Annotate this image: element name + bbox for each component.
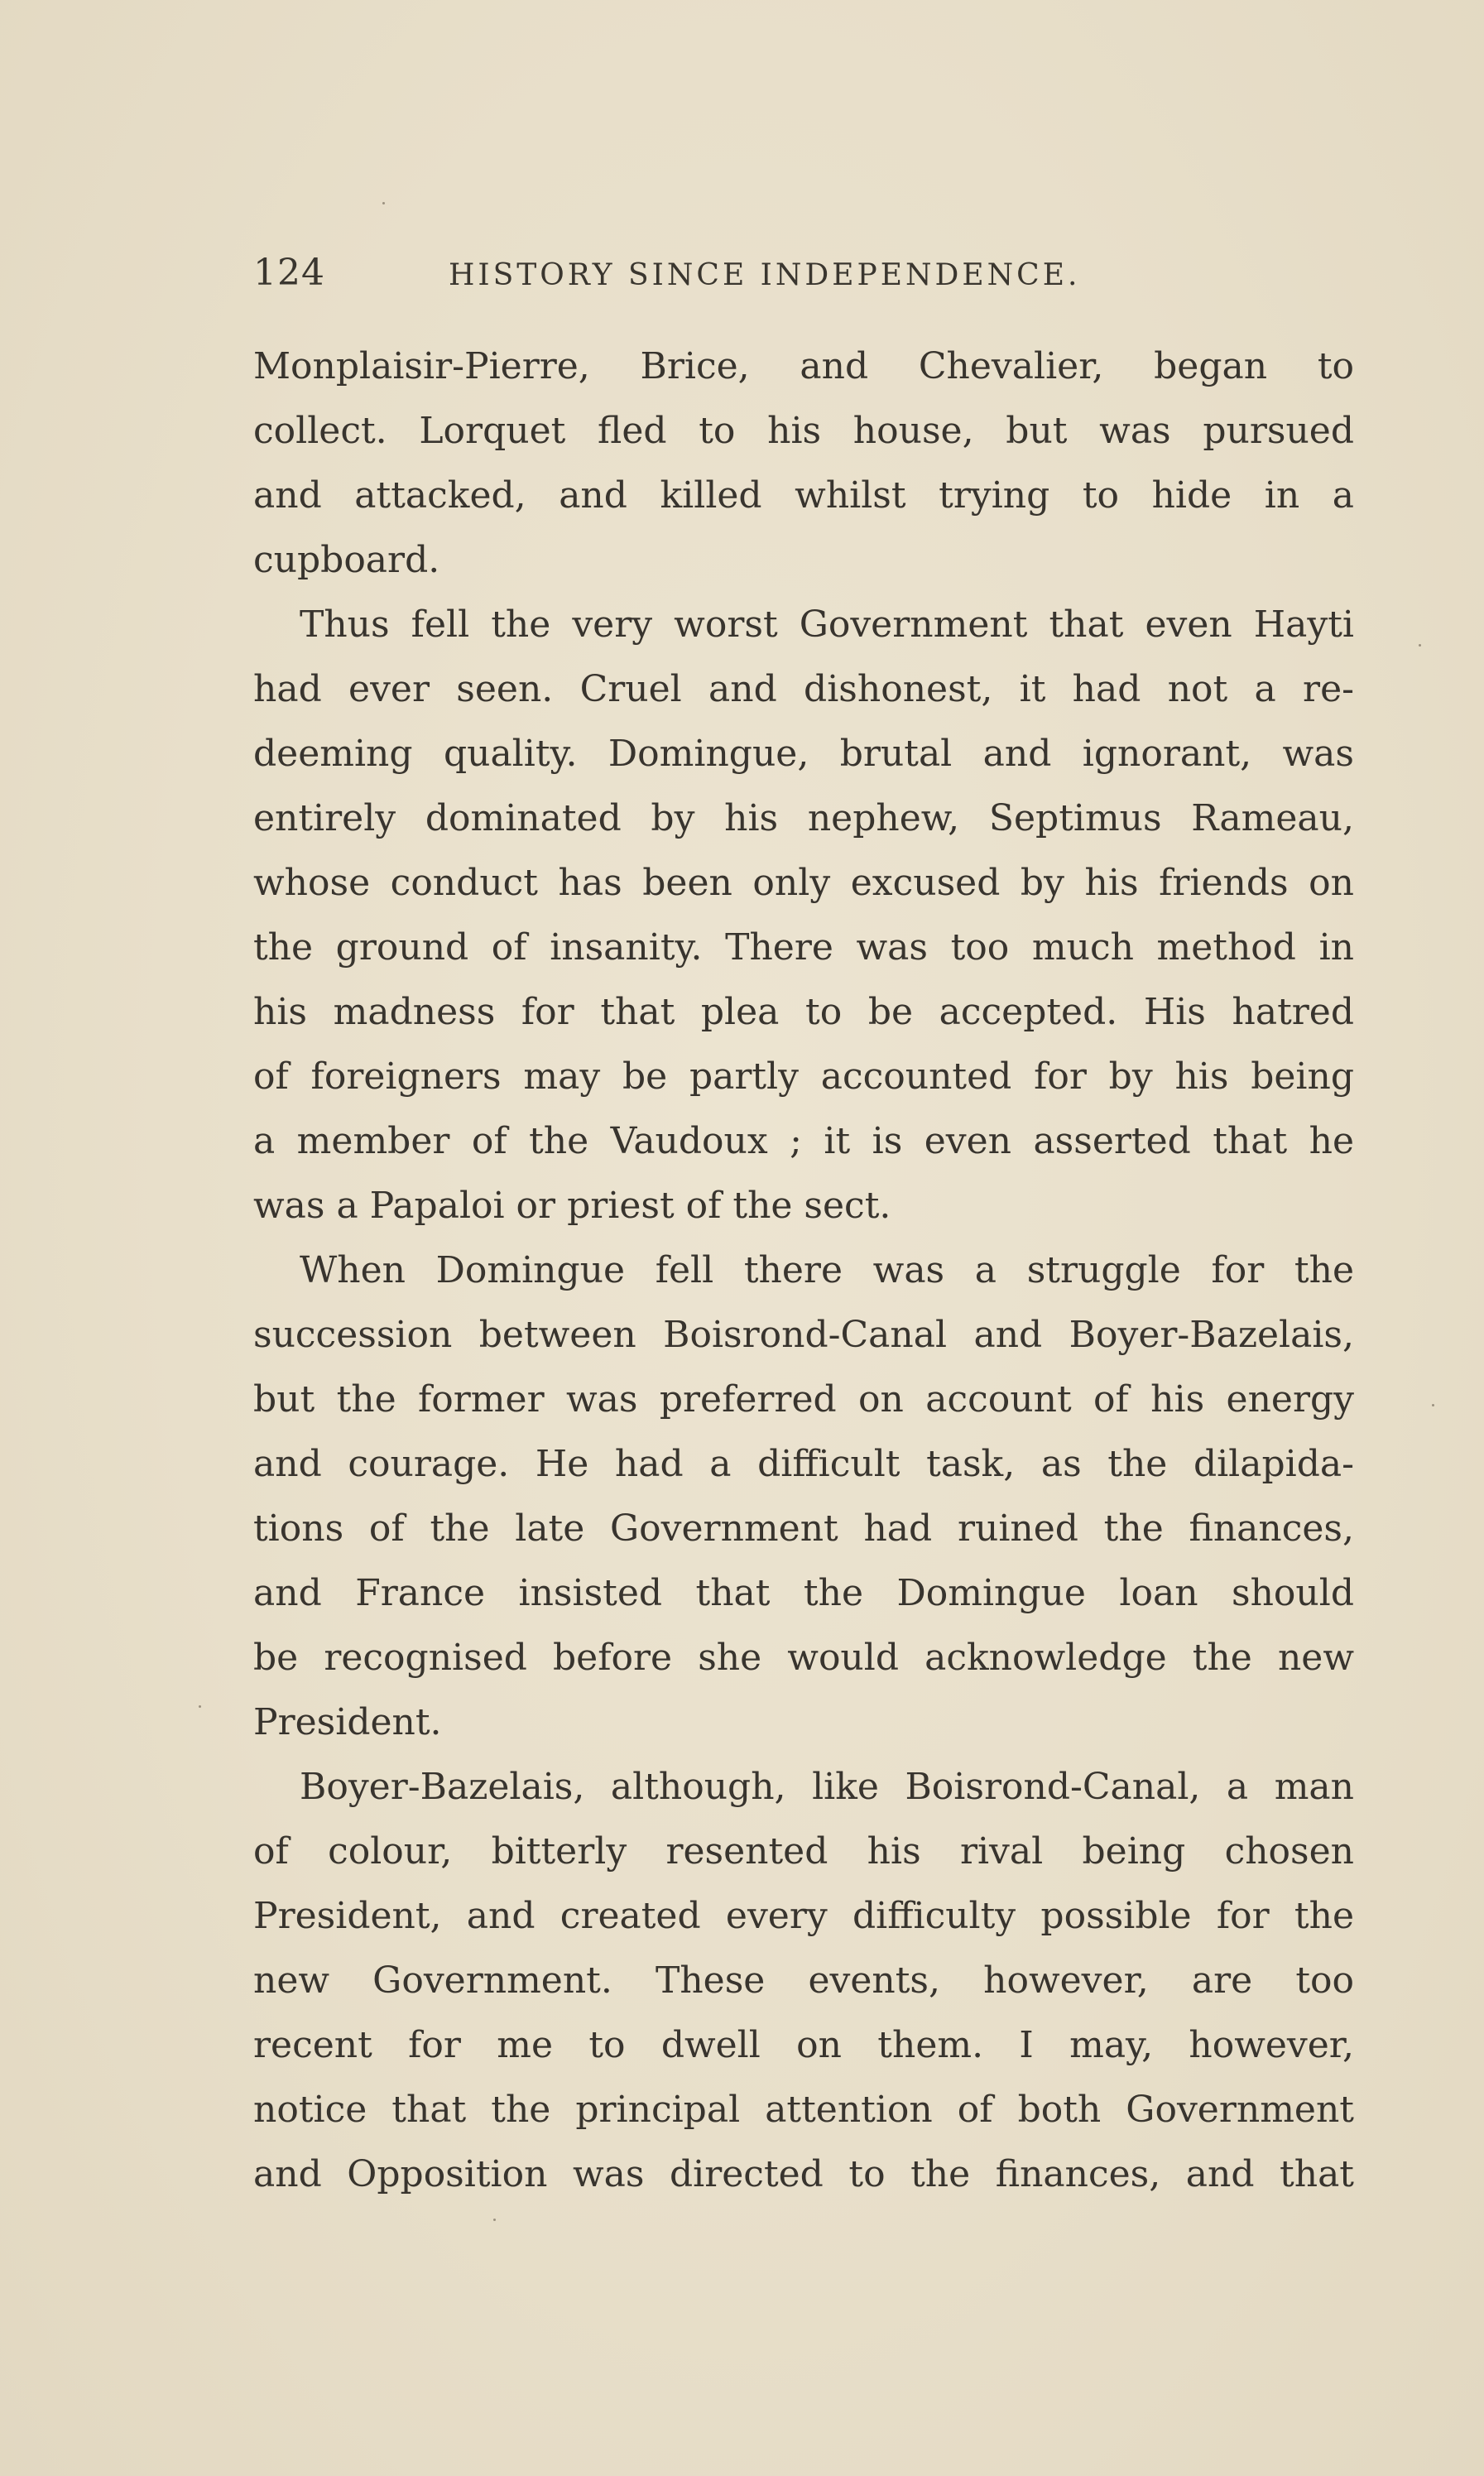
paper-speck — [199, 1705, 201, 1708]
text-line: whose conduct has been only excused by his friends on — [253, 862, 1354, 904]
text-line: be recognised before she would acknowledge the new — [253, 1637, 1354, 1679]
text-line: deeming quality. Domingue, brutal and ignorant, was — [253, 733, 1354, 775]
paper-speck — [1432, 1404, 1434, 1406]
text-line: the ground of insanity. There was too much method in — [253, 926, 1354, 969]
text-line: and Opposition was directed to the finances, and that — [253, 2153, 1354, 2195]
paper-speck — [493, 2219, 496, 2221]
text-line: entirely dominated by his nephew, Septimus Rameau, — [253, 797, 1354, 839]
paper-speck — [1419, 644, 1421, 647]
text-line: his madness for that plea to be accepted. His hatred — [253, 991, 1354, 1033]
paragraph-start-line: When Domingue fell there was a struggle for the — [300, 1249, 1354, 1291]
text-line: succession between Boisrond-Canal and Boyer-Bazelais, — [253, 1314, 1354, 1356]
text-line: a member of the Vaudoux ; it is even asserted that he — [253, 1120, 1354, 1162]
text-line: of colour, bitterly resented his rival being chosen — [253, 1830, 1354, 1873]
running-title: HISTORY SINCE INDEPENDENCE. — [449, 258, 1081, 292]
text-line: Monplaisir-Pierre, Brice, and Chevalier, began to — [253, 345, 1354, 387]
text-line: and France insisted that the Domingue loan should — [253, 1572, 1354, 1614]
page-number: 124 — [253, 252, 325, 294]
text-line: notice that the principal attention of both Government — [253, 2089, 1354, 2131]
text-line: cupboard. — [253, 539, 440, 581]
body-text — [253, 334, 1354, 2207]
text-line: of foreigners may be partly accounted for by his being — [253, 1055, 1354, 1098]
text-line: President. — [253, 1701, 442, 1743]
page-header — [253, 252, 1412, 301]
text-line: had ever seen. Cruel and dishonest, it had not a re- — [253, 668, 1354, 710]
paragraph-start-line: Boyer-Bazelais, although, like Boisrond-Canal, a man — [300, 1766, 1354, 1808]
text-line: and attacked, and killed whilst trying to hide in a — [253, 474, 1354, 517]
text-line: President, and created every difficulty possible for the — [253, 1895, 1354, 1937]
text-line: and courage. He had a difficult task, as the dilapida- — [253, 1443, 1354, 1485]
text-line: new Government. These events, however, are too — [253, 1959, 1354, 2002]
text-line: collect. Lorquet fled to his house, but was pursued — [253, 410, 1354, 452]
text-line: recent for me to dwell on them. I may, however, — [253, 2024, 1354, 2066]
text-line: but the former was preferred on account of his energy — [253, 1378, 1354, 1421]
text-line: tions of the late Government had ruined the finances, — [253, 1507, 1354, 1550]
paragraph-start-line: Thus fell the very worst Government that even Hayti — [300, 603, 1354, 646]
text-line: was a Papaloi or priest of the sect. — [253, 1185, 891, 1227]
paper-speck — [382, 202, 385, 204]
